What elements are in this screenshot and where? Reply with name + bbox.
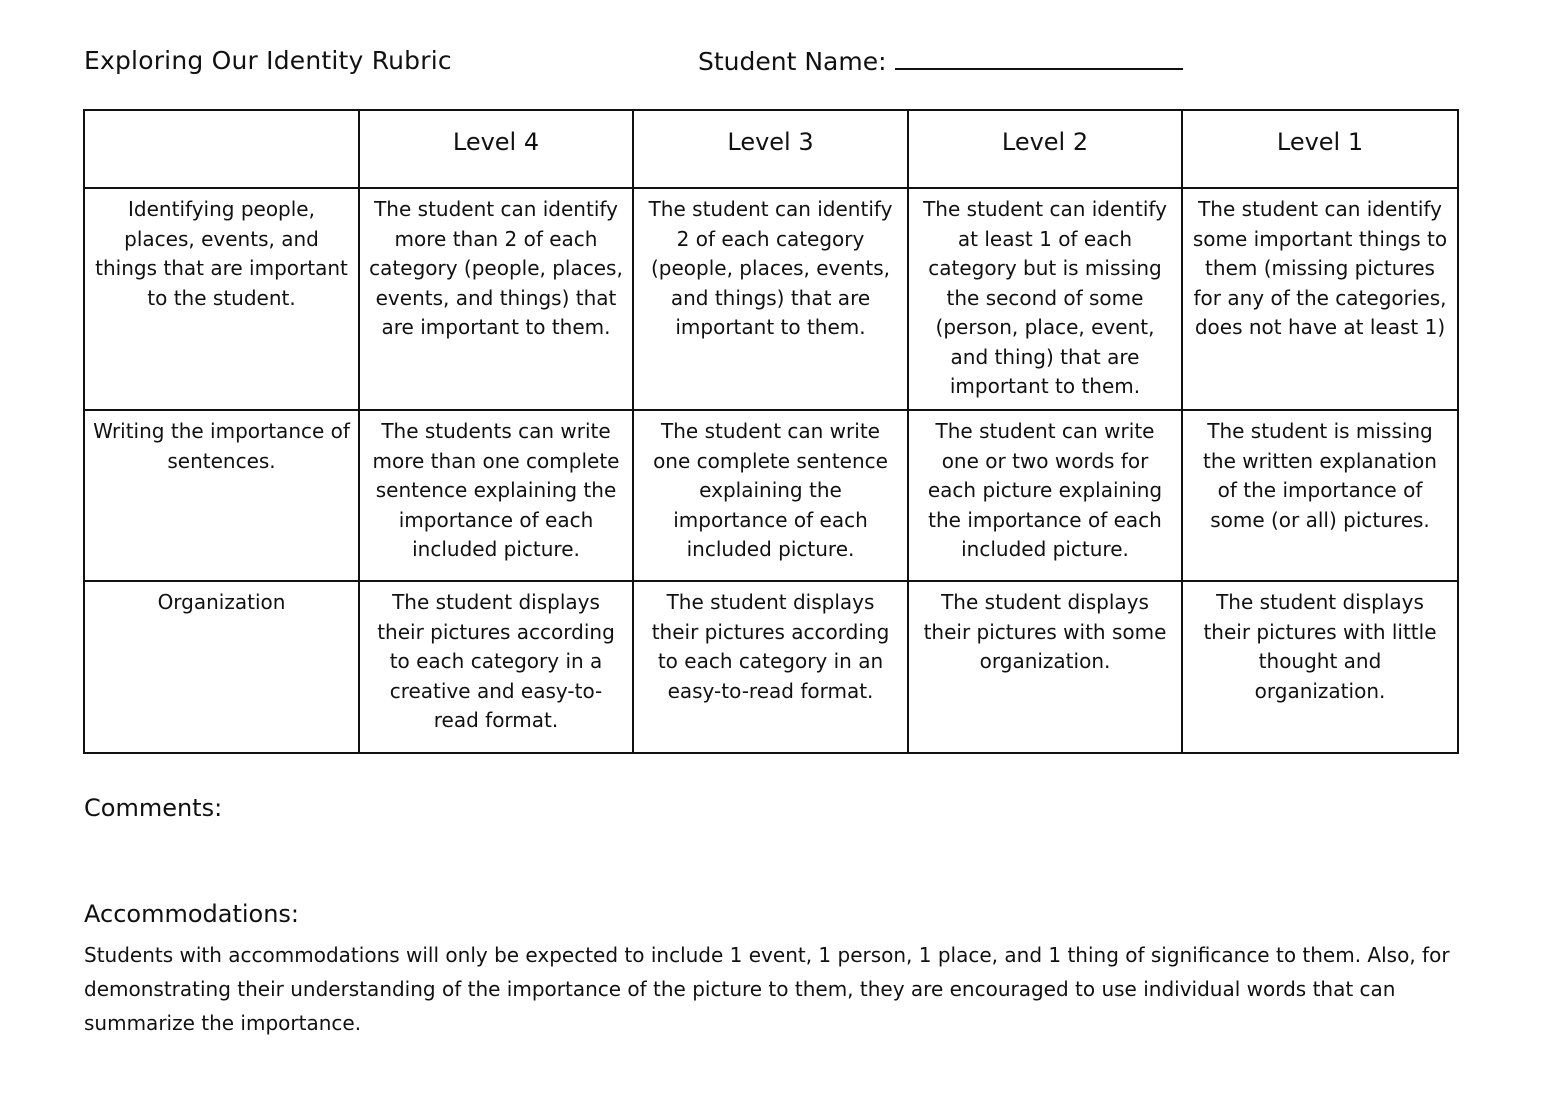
header-cell-empty <box>84 110 359 188</box>
level-3-cell: The student can identify 2 of each category (people, places, events, and things) that are important to them. <box>633 188 908 410</box>
criterion-cell: Identifying people, places, events, and things that are important to the student. <box>84 188 359 410</box>
rubric-header-row <box>84 110 1458 188</box>
level-1-cell: The student displays their pictures with little thought and organization. <box>1182 581 1458 753</box>
rubric-row-writing <box>84 410 1458 581</box>
header-cell-level-4: Level 4 <box>359 110 633 188</box>
rubric-table <box>83 109 1459 754</box>
accommodations-text: Students with accommodations will only be expected to include 1 event, 1 person, 1 place, and 1 thing of significance to them. Also, for demonstrating their understanding of the importance of the picture to them, they are encouraged to use individual words that can summarize the importance. <box>84 943 1450 1035</box>
level-3-cell: The student can write one complete sentence explaining the importance of each included picture. <box>633 410 908 581</box>
comments-label: Comments: <box>84 794 223 822</box>
level-1-cell: The student can identify some important things to them (missing pictures for any of the categories, does not have at least 1) <box>1182 188 1458 410</box>
level-2-cell: The student displays their pictures with some organization. <box>908 581 1182 753</box>
level-1-cell: The student is missing the written explanation of the importance of some (or all) pictures. <box>1182 410 1458 581</box>
level-3-cell: The student displays their pictures according to each category in an easy-to-read format. <box>633 581 908 753</box>
accommodations-label: Accommodations: <box>84 900 300 928</box>
level-2-cell: The student can identify at least 1 of each category but is missing the second of some (person, place, event, and thing) that are important to them. <box>908 188 1182 410</box>
criterion-cell: Organization <box>84 581 359 753</box>
student-name-blank <box>895 46 1183 70</box>
header-cell-level-1: Level 1 <box>1182 110 1458 188</box>
level-4-cell: The students can write more than one complete sentence explaining the importance of each included picture. <box>359 410 633 581</box>
header-cell-level-3: Level 3 <box>633 110 908 188</box>
level-4-cell: The student displays their pictures according to each category in a creative and easy-to-read format. <box>359 581 633 753</box>
level-4-cell: The student can identify more than 2 of each category (people, places, events, and things) that are important to them. <box>359 188 633 410</box>
level-2-cell: The student can write one or two words for each picture explaining the importance of each included picture. <box>908 410 1182 581</box>
student-name-line <box>698 46 1183 76</box>
header-cell-level-2: Level 2 <box>908 110 1182 188</box>
rubric-row-identifying <box>84 188 1458 410</box>
rubric-row-organization <box>84 581 1458 753</box>
document-title: Exploring Our Identity Rubric <box>84 46 452 75</box>
student-name-label: Student Name: <box>698 47 887 76</box>
criterion-cell: Writing the importance of sentences. <box>84 410 359 581</box>
